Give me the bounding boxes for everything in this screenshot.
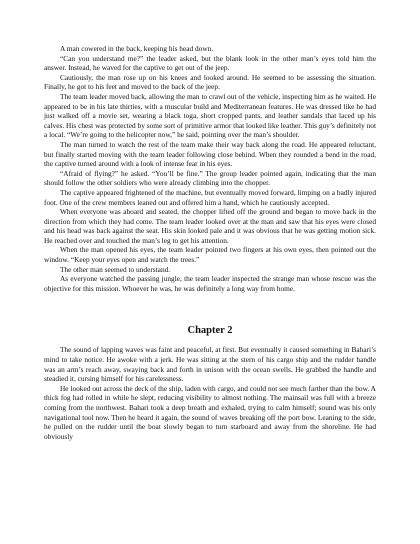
paragraph: “Afraid of flying?” he asked. “You’ll be fine.” The group leader pointed again, indicating that the man should follow the other soldiers who were already climbing into the chopper. — [44, 168, 376, 188]
paragraph: “Can you understand me?” the leader asked, but the blank look in the other man’s eyes told him the answer. Instead, he waved for the captive to get out of the jeep. — [44, 53, 376, 73]
paragraph: The team leader moved back, allowing the man to crawl out of the vehicle, inspecting him as he waited. He appeared to be in his late thirties, with a muscular build and Mediterranean features. He was dressed like he had just walked off a movie set, wearing a black toga, short cropped pants, and leather sandals that laced up his calves. His chest was protected by some sort of primitive armor that looked like leather. This guy’s definitely not a local. “We’re going to the helicopter now,” he said, pointing over the man’s shoulder. — [44, 91, 376, 140]
section-one — [44, 44, 376, 293]
paragraph: When everyone was aboard and seated, the chopper lifted off the ground and began to move back in the direction from which they had come. The team leader looked over at the man and saw that his eyes were closed and his head was back against the seat. His skin looked pale and it was obvious that he was getting motion sick. He reached over and touched the man’s leg to get his attention. — [44, 207, 376, 245]
section-two — [44, 345, 376, 441]
section-break — [44, 293, 376, 325]
paragraph: The sound of lapping waves was faint and peaceful, at first. But eventually it caused something in Bahari’s mind to take notice. He awoke with a jerk. He was sitting at the stern of his cargo ship and the rudder handle was an arm’s reach away, swaying back and forth in unison with the ocean swells. He grabbed the handle and steadied it, cursing himself for his carelessness. — [44, 345, 376, 384]
paragraph: When the man opened his eyes, the team leader pointed two fingers at his own eyes, then pointed out the window. “Keep your eyes open and watch the trees.” — [44, 245, 376, 265]
heading-spacer — [44, 337, 376, 345]
paragraph: Cautiously, the man rose up on his knees and looked around. He seemed to be assessing the situation. Finally, he got to his feet and moved to the back of the jeep. — [44, 72, 376, 92]
paragraph: He looked out across the deck of the ship, laden with cargo, and could not see much farther than the bow. A thick fog had rolled in while he slept, reducing visibility to almost nothing. The mainsail was full with a breeze coming from the northwest. Bahari took a deep breath and exhaled, trying to calm himself; sound was his only navigational tool now. Then he heard it again, the sound of waves breaking off the port bow. Leaning to the side, he pulled on the rudder until the boat slowly began to turn starboard and away from the shoreline. He had obviously — [44, 383, 376, 441]
paragraph: A man cowered in the back, keeping his head down. — [60, 44, 214, 53]
paragraph: The captive appeared frightened of the machine, but eventually moved forward, limping on a badly injured foot. One of the crew members leaned out and offered him a hand, which he cautiously accepted. — [44, 187, 376, 207]
chapter-heading: Chapter 2 — [187, 325, 233, 337]
paragraph: As everyone watched the passing jungle, the team leader inspected the strange man whose rescue was the objective for this mission. Whoever he was, he was definitely a long way from home. — [44, 274, 376, 293]
paragraph: The man turned to watch the rest of the team make their way back along the road. He appeared reluctant, but finally started moving with the team leader following close behind. When they rounded a bend in the road, the captive turned around with a look of intense fear in his eyes. — [44, 139, 376, 169]
paragraph: The other man seemed to understand. — [60, 264, 171, 274]
